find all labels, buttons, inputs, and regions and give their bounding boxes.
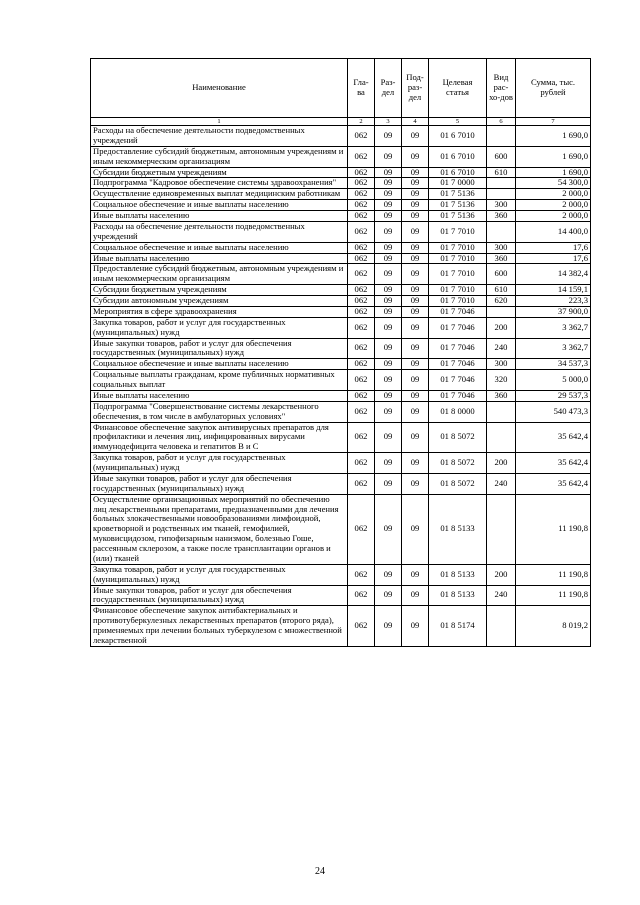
table-row: [91, 285, 591, 296]
table-row: [91, 221, 591, 242]
table-row: [91, 146, 591, 167]
row-vid: 320: [487, 370, 516, 391]
row-vid: 200: [487, 453, 516, 474]
header-vid: Вид рас-хо-дов: [487, 59, 516, 118]
row-glava: 062: [348, 422, 375, 453]
row-glava: 062: [348, 189, 375, 200]
table-row: [91, 453, 591, 474]
row-target: 01 7 7046: [429, 338, 487, 359]
header-name: Наименование: [91, 59, 348, 118]
row-vid: 610: [487, 285, 516, 296]
table-row: [91, 317, 591, 338]
row-glava: 062: [348, 264, 375, 285]
row-vid: 360: [487, 390, 516, 401]
row-sum: 35 642,4: [516, 473, 591, 494]
header-razdel: Раз-дел: [375, 59, 402, 118]
row-podrazdel: 09: [402, 390, 429, 401]
row-vid: 200: [487, 564, 516, 585]
table-row: [91, 264, 591, 285]
row-glava: 062: [348, 242, 375, 253]
row-sum: 37 900,0: [516, 306, 591, 317]
row-target: 01 7 7046: [429, 370, 487, 391]
row-target: 01 7 7046: [429, 390, 487, 401]
table-row: [91, 370, 591, 391]
column-number: 7: [516, 118, 591, 126]
row-vid: 240: [487, 338, 516, 359]
column-number: 4: [402, 118, 429, 126]
row-name: Расходы на обеспечение деятельности подведомственных учреждений: [91, 126, 348, 147]
table-body: [91, 126, 591, 647]
table-row: [91, 167, 591, 178]
row-name: Подпрограмма "Кадровое обеспечение системы здравоохранения": [91, 178, 348, 189]
table-row: [91, 306, 591, 317]
row-name: Субсидии бюджетным учреждениям: [91, 167, 348, 178]
header-target: Целевая статья: [429, 59, 487, 118]
row-vid: [487, 126, 516, 147]
row-sum: 54 300,0: [516, 178, 591, 189]
table-row: [91, 473, 591, 494]
row-sum: 11 190,8: [516, 585, 591, 606]
row-razdel: 09: [375, 370, 402, 391]
row-sum: 35 642,4: [516, 453, 591, 474]
row-razdel: 09: [375, 167, 402, 178]
row-podrazdel: 09: [402, 338, 429, 359]
row-glava: 062: [348, 317, 375, 338]
row-glava: 062: [348, 221, 375, 242]
row-podrazdel: 09: [402, 564, 429, 585]
row-glava: 062: [348, 178, 375, 189]
row-podrazdel: 09: [402, 178, 429, 189]
row-sum: 1 690,0: [516, 146, 591, 167]
row-vid: [487, 401, 516, 422]
row-name: Расходы на обеспечение деятельности подведомственных учреждений: [91, 221, 348, 242]
row-name: Закупка товаров, работ и услуг для государственных (муниципальных) нужд: [91, 564, 348, 585]
row-name: Предоставление субсидий бюджетным, автономным учреждениям и иным некоммерческим организациям: [91, 264, 348, 285]
row-podrazdel: 09: [402, 167, 429, 178]
row-podrazdel: 09: [402, 453, 429, 474]
row-target: 01 7 7046: [429, 306, 487, 317]
row-target: 01 6 7010: [429, 167, 487, 178]
row-target: 01 8 0000: [429, 401, 487, 422]
row-target: 01 7 7046: [429, 359, 487, 370]
row-target: 01 7 5136: [429, 200, 487, 211]
row-glava: 062: [348, 606, 375, 647]
row-name: Финансовое обеспечение закупок антивирусных препаратов для профилактики и лечения лиц, инфицированных вирусами иммунодефицита человека и гепатитов В и С: [91, 422, 348, 453]
row-glava: 062: [348, 338, 375, 359]
row-podrazdel: 09: [402, 473, 429, 494]
row-name: Подпрограмма "Совершенствование системы лекарственного обеспечения, в том числе в амбулаторных условиях": [91, 401, 348, 422]
row-razdel: 09: [375, 564, 402, 585]
row-vid: [487, 494, 516, 564]
row-podrazdel: 09: [402, 189, 429, 200]
row-name: Субсидии бюджетным учреждениям: [91, 285, 348, 296]
row-glava: 062: [348, 211, 375, 222]
row-target: 01 7 7010: [429, 242, 487, 253]
row-razdel: 09: [375, 338, 402, 359]
table-row: [91, 178, 591, 189]
row-vid: 240: [487, 473, 516, 494]
row-target: 01 8 5072: [429, 453, 487, 474]
row-podrazdel: 09: [402, 494, 429, 564]
table-row: [91, 585, 591, 606]
row-podrazdel: 09: [402, 317, 429, 338]
row-podrazdel: 09: [402, 221, 429, 242]
row-name: Субсидии автономным учреждениям: [91, 296, 348, 307]
table-row: [91, 390, 591, 401]
row-glava: 062: [348, 494, 375, 564]
row-name: Социальное обеспечение и иные выплаты населению: [91, 359, 348, 370]
row-razdel: 09: [375, 306, 402, 317]
table-row: [91, 126, 591, 147]
row-glava: 062: [348, 473, 375, 494]
row-razdel: 09: [375, 359, 402, 370]
row-target: 01 7 0000: [429, 178, 487, 189]
row-target: 01 8 5133: [429, 564, 487, 585]
row-vid: 620: [487, 296, 516, 307]
row-vid: 360: [487, 211, 516, 222]
row-sum: 14 400,0: [516, 221, 591, 242]
row-glava: 062: [348, 390, 375, 401]
row-glava: 062: [348, 253, 375, 264]
row-vid: [487, 221, 516, 242]
row-razdel: 09: [375, 253, 402, 264]
row-glava: 062: [348, 401, 375, 422]
row-glava: 062: [348, 167, 375, 178]
row-sum: 29 537,3: [516, 390, 591, 401]
row-podrazdel: 09: [402, 126, 429, 147]
row-podrazdel: 09: [402, 211, 429, 222]
row-glava: 062: [348, 285, 375, 296]
row-vid: [487, 189, 516, 200]
row-razdel: 09: [375, 317, 402, 338]
row-podrazdel: 09: [402, 422, 429, 453]
row-vid: 600: [487, 264, 516, 285]
row-target: 01 8 5133: [429, 494, 487, 564]
row-glava: 062: [348, 359, 375, 370]
row-podrazdel: 09: [402, 146, 429, 167]
row-name: Осуществление организационных мероприятий по обеспечению лиц лекарственными препаратами, предназначенными для лечения больных злокачественными новообразованиями лимфоидной, кроветворной и родственных им тканей, гемофилией, муковисцидозом, гипофизарным нанизмом, болезнью Гоше, рассеянным склерозом, а также после трансплантации органов и (или) тканей: [91, 494, 348, 564]
row-glava: 062: [348, 453, 375, 474]
row-razdel: 09: [375, 189, 402, 200]
row-sum: 11 190,8: [516, 564, 591, 585]
row-name: Предоставление субсидий бюджетным, автономным учреждениям и иным некоммерческим организациям: [91, 146, 348, 167]
row-name: Социальное обеспечение и иные выплаты населению: [91, 200, 348, 211]
row-sum: 17,6: [516, 242, 591, 253]
row-razdel: 09: [375, 453, 402, 474]
row-target: 01 7 7010: [429, 296, 487, 307]
header-sum: Сумма, тыс. рублей: [516, 59, 591, 118]
row-vid: 600: [487, 146, 516, 167]
row-vid: [487, 306, 516, 317]
row-sum: 3 362,7: [516, 317, 591, 338]
row-glava: 062: [348, 126, 375, 147]
row-glava: 062: [348, 200, 375, 211]
row-target: 01 7 5136: [429, 211, 487, 222]
row-target: 01 7 7010: [429, 264, 487, 285]
column-number: 2: [348, 118, 375, 126]
row-razdel: 09: [375, 264, 402, 285]
row-podrazdel: 09: [402, 370, 429, 391]
row-target: 01 7 5136: [429, 189, 487, 200]
row-target: 01 8 5133: [429, 585, 487, 606]
row-name: Социальные выплаты гражданам, кроме публичных нормативных социальных выплат: [91, 370, 348, 391]
row-name: Закупка товаров, работ и услуг для государственных (муниципальных) нужд: [91, 453, 348, 474]
table-row: [91, 189, 591, 200]
row-razdel: 09: [375, 473, 402, 494]
row-razdel: 09: [375, 296, 402, 307]
row-name: Финансовое обеспечение закупок антибактериальных и противотуберкулезных лекарственных препаратов (второго ряда), применяемых при лечении больных туберкулезом с множественной лекарственной: [91, 606, 348, 647]
row-glava: 062: [348, 146, 375, 167]
row-sum: 34 537,3: [516, 359, 591, 370]
column-number: 5: [429, 118, 487, 126]
table-row: [91, 401, 591, 422]
row-target: 01 8 5072: [429, 422, 487, 453]
row-sum: 35 642,4: [516, 422, 591, 453]
table-row: [91, 253, 591, 264]
row-razdel: 09: [375, 146, 402, 167]
row-target: 01 8 5174: [429, 606, 487, 647]
row-razdel: 09: [375, 401, 402, 422]
row-razdel: 09: [375, 606, 402, 647]
row-sum: 540 473,3: [516, 401, 591, 422]
row-razdel: 09: [375, 221, 402, 242]
row-sum: 2 000,0: [516, 189, 591, 200]
row-target: 01 7 7010: [429, 253, 487, 264]
row-sum: 2 000,0: [516, 211, 591, 222]
row-vid: 610: [487, 167, 516, 178]
row-glava: 062: [348, 296, 375, 307]
row-podrazdel: 09: [402, 200, 429, 211]
row-podrazdel: 09: [402, 401, 429, 422]
row-razdel: 09: [375, 422, 402, 453]
row-target: 01 6 7010: [429, 146, 487, 167]
row-target: 01 6 7010: [429, 126, 487, 147]
row-name: Иные закупки товаров, работ и услуг для обеспечения государственных (муниципальных) нужд: [91, 473, 348, 494]
row-target: 01 7 7046: [429, 317, 487, 338]
row-razdel: 09: [375, 390, 402, 401]
row-target: 01 8 5072: [429, 473, 487, 494]
row-vid: 200: [487, 317, 516, 338]
row-vid: [487, 178, 516, 189]
row-razdel: 09: [375, 242, 402, 253]
column-number: 3: [375, 118, 402, 126]
row-podrazdel: 09: [402, 264, 429, 285]
row-sum: 223,3: [516, 296, 591, 307]
row-razdel: 09: [375, 494, 402, 564]
row-podrazdel: 09: [402, 306, 429, 317]
row-podrazdel: 09: [402, 242, 429, 253]
column-number: 6: [487, 118, 516, 126]
row-glava: 062: [348, 306, 375, 317]
table-row: [91, 200, 591, 211]
row-sum: 5 000,0: [516, 370, 591, 391]
table-row: [91, 564, 591, 585]
row-name: Иные выплаты населению: [91, 253, 348, 264]
row-razdel: 09: [375, 178, 402, 189]
row-vid: 300: [487, 359, 516, 370]
row-sum: 3 362,7: [516, 338, 591, 359]
row-sum: 14 159,1: [516, 285, 591, 296]
page-number: 24: [315, 866, 325, 877]
row-target: 01 7 7010: [429, 285, 487, 296]
row-sum: 14 382,4: [516, 264, 591, 285]
table-row: [91, 606, 591, 647]
row-podrazdel: 09: [402, 296, 429, 307]
row-glava: 062: [348, 370, 375, 391]
header-row: [91, 59, 591, 118]
row-sum: 17,6: [516, 253, 591, 264]
table-row: [91, 422, 591, 453]
row-podrazdel: 09: [402, 606, 429, 647]
row-name: Мероприятия в сфере здравоохранения: [91, 306, 348, 317]
row-glava: 062: [348, 564, 375, 585]
row-name: Закупка товаров, работ и услуг для государственных (муниципальных) нужд: [91, 317, 348, 338]
row-name: Иные закупки товаров, работ и услуг для обеспечения государственных (муниципальных) нужд: [91, 585, 348, 606]
row-name: Иные выплаты населению: [91, 390, 348, 401]
row-podrazdel: 09: [402, 285, 429, 296]
row-vid: [487, 606, 516, 647]
row-razdel: 09: [375, 126, 402, 147]
row-podrazdel: 09: [402, 253, 429, 264]
row-sum: 2 000,0: [516, 200, 591, 211]
row-vid: 240: [487, 585, 516, 606]
header-podrazdel: Под-раз-дел: [402, 59, 429, 118]
row-vid: 300: [487, 200, 516, 211]
table-row: [91, 338, 591, 359]
row-sum: 1 690,0: [516, 167, 591, 178]
row-razdel: 09: [375, 585, 402, 606]
row-razdel: 09: [375, 200, 402, 211]
column-number: 1: [91, 118, 348, 126]
budget-table: [90, 58, 591, 647]
row-vid: 300: [487, 242, 516, 253]
row-razdel: 09: [375, 285, 402, 296]
row-podrazdel: 09: [402, 359, 429, 370]
row-name: Социальное обеспечение и иные выплаты населению: [91, 242, 348, 253]
row-name: Осуществление единовременных выплат медицинским работникам: [91, 189, 348, 200]
row-sum: 8 019,2: [516, 606, 591, 647]
header-glava: Гла-ва: [348, 59, 375, 118]
table-row: [91, 242, 591, 253]
row-glava: 062: [348, 585, 375, 606]
table-row: [91, 211, 591, 222]
row-vid: [487, 422, 516, 453]
row-podrazdel: 09: [402, 585, 429, 606]
row-sum: 11 190,8: [516, 494, 591, 564]
row-name: Иные закупки товаров, работ и услуг для обеспечения государственных (муниципальных) нужд: [91, 338, 348, 359]
table-row: [91, 359, 591, 370]
row-target: 01 7 7010: [429, 221, 487, 242]
row-vid: 360: [487, 253, 516, 264]
row-sum: 1 690,0: [516, 126, 591, 147]
table-row: [91, 494, 591, 564]
row-name: Иные выплаты населению: [91, 211, 348, 222]
row-razdel: 09: [375, 211, 402, 222]
table-row: [91, 296, 591, 307]
